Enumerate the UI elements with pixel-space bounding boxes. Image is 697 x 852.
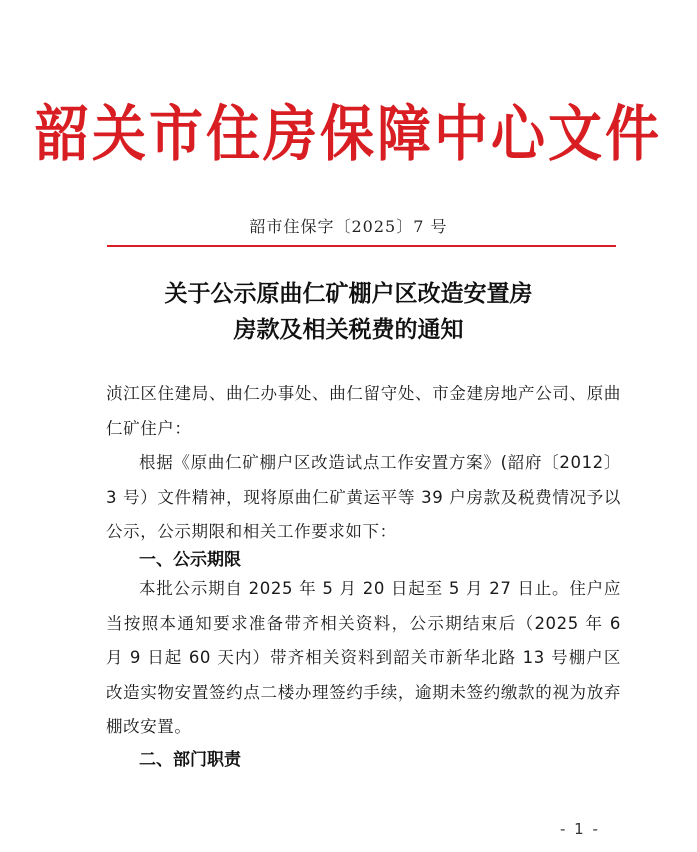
page-number: - 1 - — [560, 820, 600, 838]
notice-title — [0, 276, 697, 348]
intro-paragraph: 根据《原曲仁矿棚户区改造试点工作安置方案》(韶府〔2012〕3 号）文件精神，现将原曲仁矿黄运平等 39 户房款及税费情况予以公示，公示期限和相关工作要求如下： — [106, 453, 621, 541]
document-number: 韶市住保字〔2025〕7 号 — [249, 217, 448, 236]
notice-title-line-1: 关于公示原曲仁矿棚户区改造安置房 — [164, 280, 533, 307]
document-masthead: 韶关市住房保障中心文件 — [35, 97, 662, 169]
addressee-paragraph: 浈江区住建局、曲仁办事处、曲仁留守处、市金建房地产公司、原曲仁矿住户： — [106, 384, 621, 438]
red-divider-rule — [107, 245, 616, 247]
section-heading-department-duties: 二、部门职责 — [139, 750, 241, 770]
publicity-period-paragraph: 本批公示期自 2025 年 5 月 20 日起至 5 月 27 日止。住户应当按照本通知要求准备带齐相关资料，公示期结束后（2025 年 6 月 9 日起 60 天内）带齐相关资料到韶关市新华北路 13 号棚户区改造实物安置签约点二楼办理签约手续，逾期未签约缴款的视为放弃棚改安置。 — [106, 579, 621, 736]
section-heading-publicity-period: 一、公示期限 — [139, 550, 241, 570]
notice-title-line-2: 房款及相关税费的通知 — [233, 316, 464, 343]
